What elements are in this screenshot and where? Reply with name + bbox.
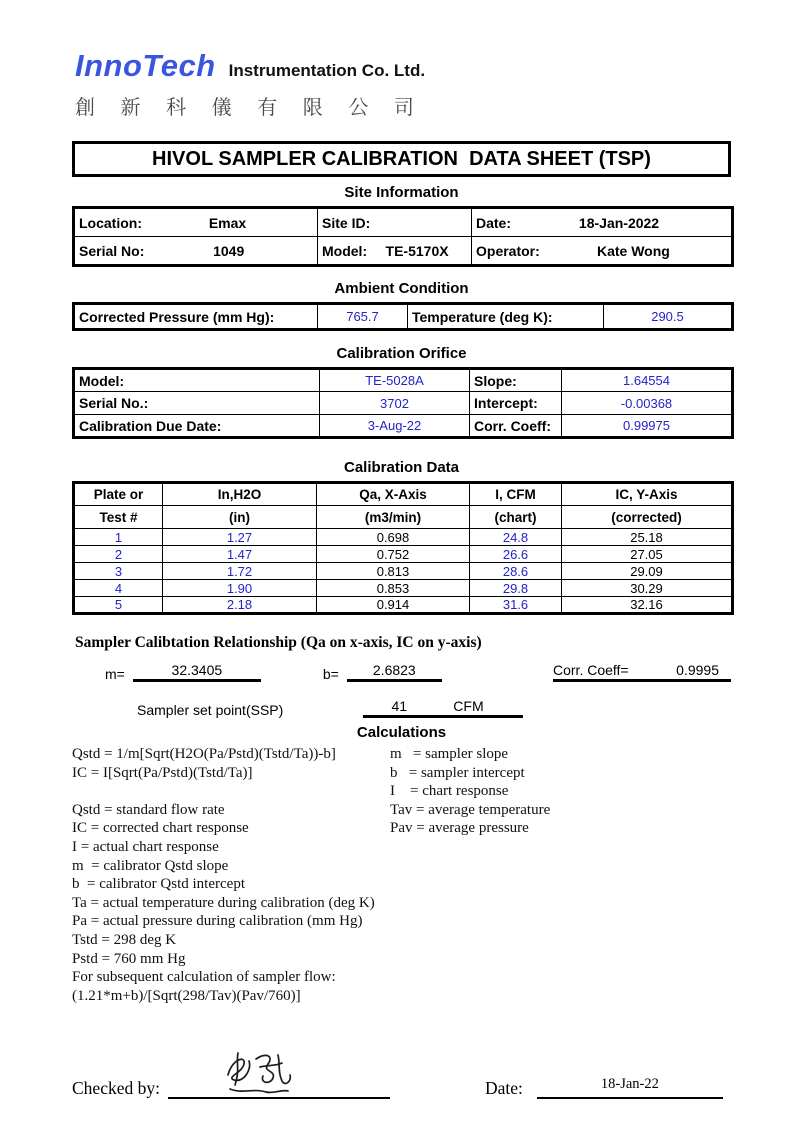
test-number: 2 <box>74 546 163 563</box>
formula-line: Pstd = 760 mm Hg <box>72 950 186 967</box>
site-information-table <box>72 206 734 267</box>
col-header: In,H2O <box>163 483 317 506</box>
intercept-value: -0.00368 <box>562 392 733 415</box>
ambient-condition-table <box>72 302 734 331</box>
checked-by-label: Checked by: <box>72 1078 160 1099</box>
operator-value: Kate Wong <box>596 242 670 259</box>
footer-date-value: 18-Jan-22 <box>537 1076 723 1099</box>
table-row <box>74 415 733 438</box>
table-row <box>74 237 733 266</box>
formula-line: m = calibrator Qstd slope <box>72 857 229 874</box>
legend-line: b = sampler intercept <box>390 764 525 781</box>
i-cfm-value: 31.6 <box>470 597 562 614</box>
pressure-label: Corrected Pressure (mm Hg): <box>74 304 318 330</box>
calibration-data-table <box>72 481 734 615</box>
corr-coeff-result-label: Corr. Coeff= <box>553 662 629 678</box>
ic-value: 27.05 <box>562 546 733 563</box>
table-row <box>74 392 733 415</box>
slope-label: Slope: <box>470 369 562 392</box>
location-value: Emax <box>208 214 247 231</box>
document-title: HIVOL SAMPLER CALIBRATION DATA SHEET (TSP) <box>152 147 651 170</box>
formula-line <box>72 782 390 801</box>
regression-results <box>72 661 731 682</box>
serial-no-label: Serial No: <box>79 242 145 259</box>
qa-value: 0.813 <box>317 563 470 580</box>
qa-value: 0.698 <box>317 529 470 546</box>
formula-line: Qstd = standard flow rate <box>72 801 225 818</box>
col-header: Plate or <box>74 483 163 506</box>
due-date-label: Calibration Due Date: <box>74 415 320 438</box>
table-row <box>74 597 733 614</box>
company-logo: InnoTech <box>75 48 216 83</box>
legend-line: I = chart response <box>390 783 509 800</box>
temperature-label: Temperature (deg K): <box>408 304 604 330</box>
ssp-label: Sampler set point(SSP) <box>137 702 284 718</box>
b-value: 2.6823 <box>347 662 442 682</box>
formula-line: Tstd = 298 deg K <box>72 931 177 948</box>
test-number: 5 <box>74 597 163 614</box>
calibration-data-heading: Calibration Data <box>343 459 460 476</box>
model-label: Model: <box>322 242 368 259</box>
test-number: 4 <box>74 580 163 597</box>
corr-coeff-group <box>553 662 731 682</box>
formula-line: b = calibrator Qstd intercept <box>72 876 245 893</box>
header-row <box>74 506 733 529</box>
col-header: Test # <box>74 506 163 529</box>
formula-line: Qstd = 1/m[Sqrt(H2O(Pa/Pstd)(Tstd/Ta))-b] <box>72 746 336 762</box>
i-cfm-value: 29.8 <box>470 580 562 597</box>
test-number: 3 <box>74 563 163 580</box>
h2o-value: 2.18 <box>163 597 317 614</box>
operator-label: Operator: <box>476 242 540 259</box>
formula-line: IC = corrected chart response <box>72 820 249 837</box>
col-header: (m3/min) <box>317 506 470 529</box>
company-name-chinese: 創 新 科 儀 有 限 公 司 <box>75 97 424 119</box>
table-row <box>74 580 733 597</box>
signoff-row <box>72 1047 731 1099</box>
ssp-unit: CFM <box>453 698 484 714</box>
signature-scribble <box>216 1047 302 1097</box>
col-header: I, CFM <box>470 483 562 506</box>
col-header: (in) <box>163 506 317 529</box>
relationship-heading: Sampler Calibtation Relationship (Qa on x-axis, IC on y-axis) <box>75 634 482 651</box>
legend-line: Pav = average pressure <box>390 820 529 837</box>
legend-line: Tav = average temperature <box>390 801 551 818</box>
location-label: Location: <box>79 214 142 231</box>
m-label: m= <box>105 666 125 682</box>
company-name: Instrumentation Co. Ltd. <box>228 61 426 80</box>
date-label: Date: <box>476 214 512 231</box>
calibration-orifice-heading: Calibration Orifice <box>336 345 467 362</box>
document-title-box <box>72 141 731 177</box>
col-header: IC, Y-Axis <box>562 483 733 506</box>
due-date-value: 3-Aug-22 <box>320 415 470 438</box>
col-header: Qa, X-Axis <box>317 483 470 506</box>
qa-value: 0.914 <box>317 597 470 614</box>
ssp-value: 41 <box>391 698 408 714</box>
table-row <box>74 529 733 546</box>
legend-line: m = sampler slope <box>390 746 509 762</box>
checked-by-signature-line <box>168 1097 390 1099</box>
date-value: 18-Jan-2022 <box>578 214 660 231</box>
site-information-heading: Site Information <box>344 184 459 201</box>
formula-line: Pa = actual pressure during calibration (mm Hg) <box>72 913 363 930</box>
h2o-value: 1.27 <box>163 529 317 546</box>
intercept-label: Intercept: <box>470 392 562 415</box>
orifice-model-label: Model: <box>74 369 320 392</box>
calculations-left-column <box>72 745 390 1005</box>
col-header: (corrected) <box>562 506 733 529</box>
letterhead <box>75 0 811 120</box>
corr-coeff-result-value: 0.9995 <box>676 662 719 678</box>
slope-value: 1.64554 <box>562 369 733 392</box>
formula-line: (1.21*m+b)/[Sqrt(298/Tav)(Pav/760)] <box>72 987 301 1004</box>
col-header: (chart) <box>470 506 562 529</box>
qa-value: 0.752 <box>317 546 470 563</box>
orifice-serial-value: 3702 <box>320 392 470 415</box>
i-cfm-value: 28.6 <box>470 563 562 580</box>
ic-value: 32.16 <box>562 597 733 614</box>
h2o-value: 1.72 <box>163 563 317 580</box>
table-row <box>74 546 733 563</box>
ic-value: 25.18 <box>562 529 733 546</box>
ic-value: 29.09 <box>562 563 733 580</box>
qa-value: 0.853 <box>317 580 470 597</box>
calculations-heading: Calculations <box>356 724 447 741</box>
calculations-section <box>72 745 731 1005</box>
formula-line: IC = I[Sqrt(Pa/Pstd)(Tstd/Ta)] <box>72 764 253 781</box>
calibration-orifice-table <box>72 367 734 439</box>
test-number: 1 <box>74 529 163 546</box>
formula-line: For subsequent calculation of sampler flow: <box>72 969 336 986</box>
temperature-value: 290.5 <box>604 304 733 330</box>
table-row <box>74 369 733 392</box>
orifice-model-value: TE-5028A <box>320 369 470 392</box>
i-cfm-value: 26.6 <box>470 546 562 563</box>
calculations-right-column <box>390 745 731 1005</box>
corr-coeff-value: 0.99975 <box>562 415 733 438</box>
table-row <box>74 304 733 330</box>
formula-line: I = actual chart response <box>72 838 219 855</box>
pressure-value: 765.7 <box>318 304 408 330</box>
table-row <box>74 563 733 580</box>
h2o-value: 1.90 <box>163 580 317 597</box>
ambient-condition-heading: Ambient Condition <box>334 280 469 297</box>
corr-coeff-label: Corr. Coeff: <box>470 415 562 438</box>
ssp-value-group <box>363 698 523 718</box>
site-id-label: Site ID: <box>322 214 371 231</box>
b-label: b= <box>322 666 339 682</box>
orifice-serial-label: Serial No.: <box>74 392 320 415</box>
formula-line: Ta = actual temperature during calibration (deg K) <box>72 894 375 911</box>
table-row <box>74 208 733 237</box>
sampler-set-point-row <box>72 696 731 718</box>
header-row <box>74 483 733 506</box>
footer-date-label: Date: <box>484 1078 523 1099</box>
model-value: TE-5170X <box>385 242 449 259</box>
ic-value: 30.29 <box>562 580 733 597</box>
m-value: 32.3405 <box>133 662 261 682</box>
serial-no-value: 1049 <box>213 242 245 259</box>
h2o-value: 1.47 <box>163 546 317 563</box>
i-cfm-value: 24.8 <box>470 529 562 546</box>
